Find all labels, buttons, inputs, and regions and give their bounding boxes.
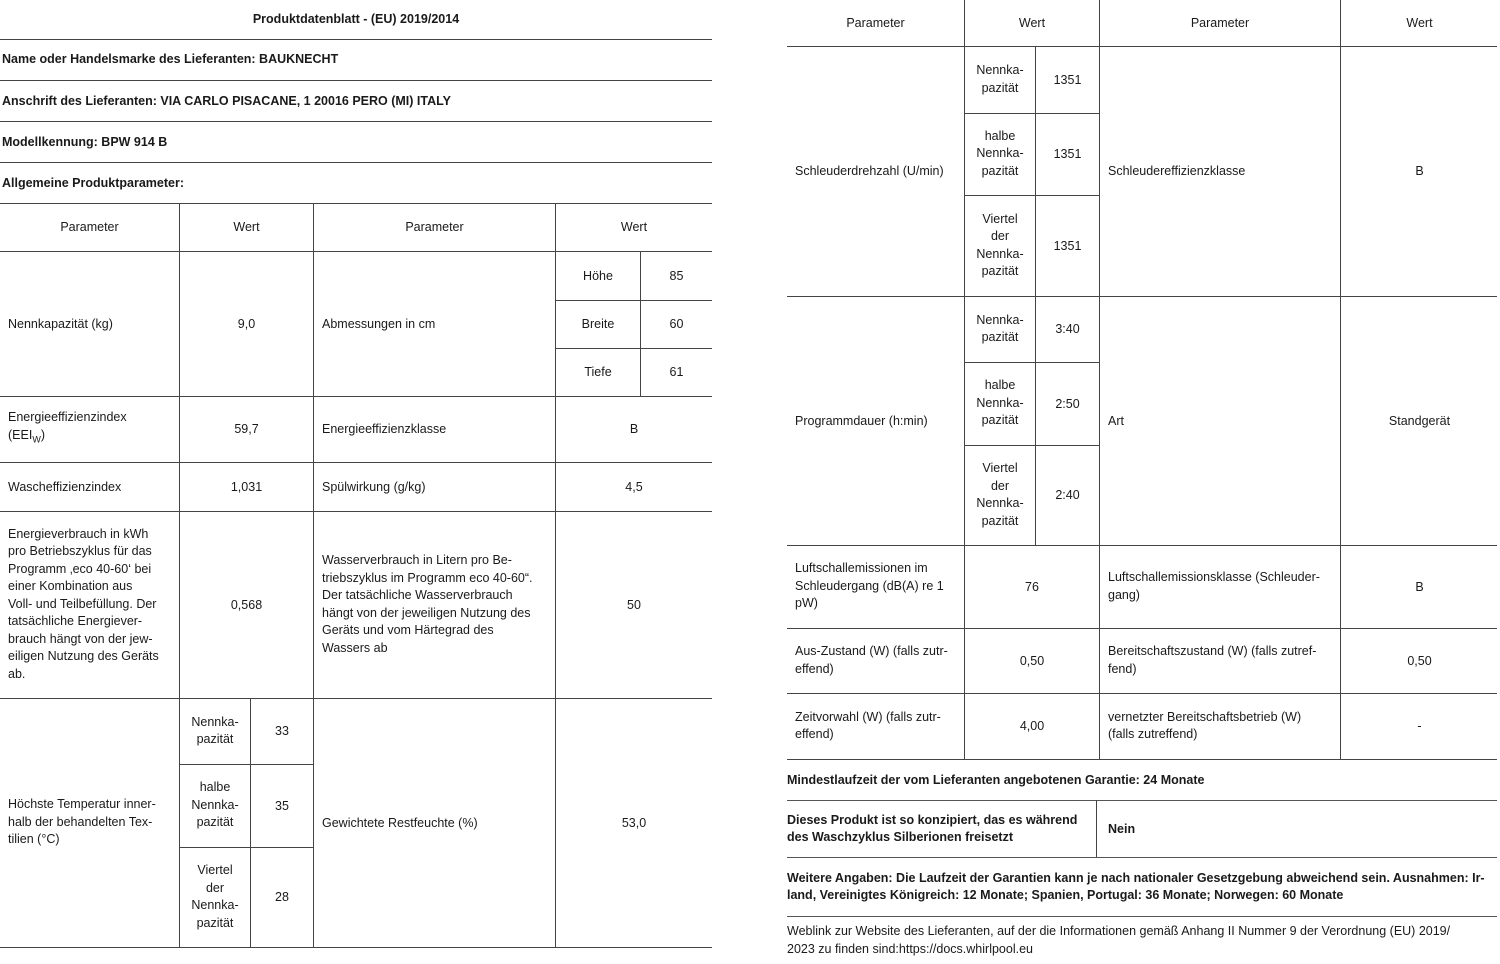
rated-capacity-value: 9,0 — [237, 316, 256, 331]
guarantee-duration: Mindestlaufzeit der vom Lieferanten angebotenen Garantie: 24 Monate — [787, 773, 1205, 787]
duration-half-label: halbe Nennka- pazität — [976, 378, 1024, 428]
model-identifier: Modellkennung: BPW 914 B — [2, 134, 168, 149]
max-temperature-label: Höchste Temperatur inner- halb der behandelten Tex- tilien (°C) — [8, 797, 156, 847]
washing-efficiency-value: 1,031 — [230, 479, 263, 494]
col-header-value: Wert — [1406, 16, 1433, 30]
col-header-value: Wert — [233, 220, 260, 234]
rinsing-effectiveness-value: 4,5 — [625, 479, 643, 494]
noise-class-value: B — [1415, 579, 1424, 594]
max-temp-rated-value: 33 — [275, 724, 289, 738]
dimension-height-value: 85 — [669, 268, 684, 283]
supplier-address: Anschrift des Lieferanten: VIA CARLO PISACANE, 1 20016 PERO (MI) ITALY — [2, 93, 451, 108]
dimension-height-label: Höhe — [583, 268, 613, 283]
max-temp-rated-label: Nennka- pazität — [191, 714, 239, 746]
rinsing-effectiveness-label: Spülwirkung (g/kg) — [322, 479, 426, 494]
max-temp-quarter-label: Viertel der Nennka- pazität — [191, 863, 239, 930]
water-consumption-label: Wasserverbrauch in Litern pro Be- triebszyklus im Programm eco 40-60“. Der tatsächliche Wasserverbrauch hängt von der jeweiligen Nutzung des Geräts und vom Härtegrad des Wassers ab — [322, 553, 533, 655]
washing-efficiency-label: Wascheffizienzindex — [8, 479, 122, 494]
table-line — [0, 947, 712, 948]
spin-class-label: Schleudereffizienzklasse — [1108, 164, 1246, 178]
spin-speed-half-label: halbe Nennka- pazität — [976, 128, 1024, 178]
program-duration-label: Programmdauer (h:min) — [795, 413, 928, 428]
type-value: Standgerät — [1388, 413, 1451, 428]
delay-start-label: Zeitvorwahl (W) (falls zutr- effend) — [795, 709, 941, 741]
residual-moisture-label: Gewichtete Restfeuchte (%) — [322, 815, 478, 830]
silver-ions-label: Dieses Produkt ist so konzipiert, das es während des Waschzyklus Silberionen freisetzt — [787, 812, 1078, 844]
energy-consumption-value: 0,568 — [230, 597, 263, 612]
off-mode-value: 0,50 — [1019, 653, 1045, 668]
additional-information: Weitere Angaben: Die Laufzeit der Garantien kann je nach nationaler Gesetzgebung abweichend sein. Ausnahmen: Ir- land, Vereinigtes Königreich: 12 Monate; Spanien, Portugal: 36 Monate; Norwegen: 60 Monate — [787, 870, 1485, 902]
supplier-weblink: Weblink zur Website des Lieferanten, auf der die Informationen gemäß Anhang II Nummer 9 der Verordnung (EU) 2019/ 2023 zu finden sind:https://docs.whirlpool.eu — [787, 924, 1451, 956]
silver-ions-value: Nein — [1108, 822, 1136, 836]
noise-emission-value: 76 — [1025, 579, 1039, 594]
col-header-value: Wert — [620, 220, 648, 234]
duration-rated-value: 3:40 — [1055, 322, 1080, 336]
rated-capacity-label: Nennkapazität (kg) — [8, 316, 113, 331]
dimension-width-value: 60 — [669, 317, 684, 331]
col-header-parameter: Parameter — [1190, 16, 1250, 30]
spin-class-value: B — [1415, 164, 1424, 178]
noise-emission-label: Luftschallemissionen im Schleudergang (dB(A) re 1 pW) — [795, 561, 944, 611]
max-temp-half-label: halbe Nennka- pazität — [191, 780, 239, 830]
networked-standby-value: - — [1417, 719, 1422, 733]
duration-rated-label: Nennka- pazität — [976, 312, 1024, 344]
duration-quarter-label: Viertel der Nennka- pazität — [976, 461, 1024, 528]
networked-standby-label: vernetzter Bereitschaftsbetrieb (W) (falls zutreffend) — [1108, 709, 1302, 741]
energy-consumption-label: Energieverbrauch in kWh pro Betriebszyklus für das Programm ‚eco 40-60‘ bei einer Kombination aus Voll- und Teilbefüllung. Der tatsächliche Energiever- brauch hängt von der jew- eiligen Nutzung des Geräts ab. — [8, 526, 159, 681]
duration-half-value: 2:50 — [1055, 396, 1080, 411]
spin-speed-label: Schleuderdrehzahl (U/min) — [795, 164, 944, 178]
standby-label: Bereitschaftszustand (W) (falls zutref- fend) — [1108, 644, 1317, 676]
spin-speed-quarter-label: Viertel der Nennka- pazität — [976, 211, 1024, 278]
supplier-name: Name oder Handelsmarke des Lieferanten: BAUKNECHT — [2, 52, 339, 66]
dimension-width-label: Breite — [581, 317, 615, 331]
water-consumption-value: 50 — [627, 597, 641, 612]
table-line — [1096, 800, 1097, 857]
delay-start-value: 4,00 — [1019, 719, 1045, 733]
datasheet-title: Produktdatenblatt - (EU) 2019/2014 — [252, 12, 460, 26]
duration-quarter-value: 2:40 — [1055, 488, 1080, 502]
residual-moisture-value: 53,0 — [621, 815, 647, 830]
noise-class-label: Luftschallemissionsklasse (Schleuder- gang) — [1108, 570, 1320, 602]
col-header-parameter: Parameter — [405, 220, 464, 234]
energy-efficiency-index-value: 59,7 — [234, 422, 259, 436]
general-parameters-heading: Allgemeine Produktparameter: — [2, 175, 184, 190]
off-mode-label: Aus-Zustand (W) (falls zutr- effend) — [795, 644, 948, 676]
spin-speed-rated-value: 1351 — [1053, 72, 1082, 87]
col-header-parameter: Parameter — [846, 16, 905, 30]
dimensions-label: Abmessungen in cm — [322, 316, 436, 331]
standby-value: 0,50 — [1407, 653, 1432, 668]
col-header-value: Wert — [1018, 16, 1046, 30]
spin-speed-rated-label: Nennka- pazität — [976, 63, 1024, 95]
energy-efficiency-index-label: Energieeffizienzindex $(EEI_W)$ — [8, 410, 127, 445]
energy-class-label: Energieeffizienzklasse — [322, 422, 447, 436]
col-header-parameter: Parameter — [60, 220, 119, 234]
energy-class-value: B — [629, 422, 639, 436]
spin-speed-half-value: 1351 — [1053, 147, 1082, 161]
spin-speed-quarter-value: 1351 — [1053, 238, 1082, 253]
type-label: Art — [1108, 413, 1124, 428]
dimension-depth-label: Tiefe — [584, 365, 612, 379]
max-temp-quarter-value: 28 — [275, 890, 289, 904]
max-temp-half-value: 35 — [275, 798, 289, 813]
dimension-depth-value: 61 — [669, 365, 684, 379]
